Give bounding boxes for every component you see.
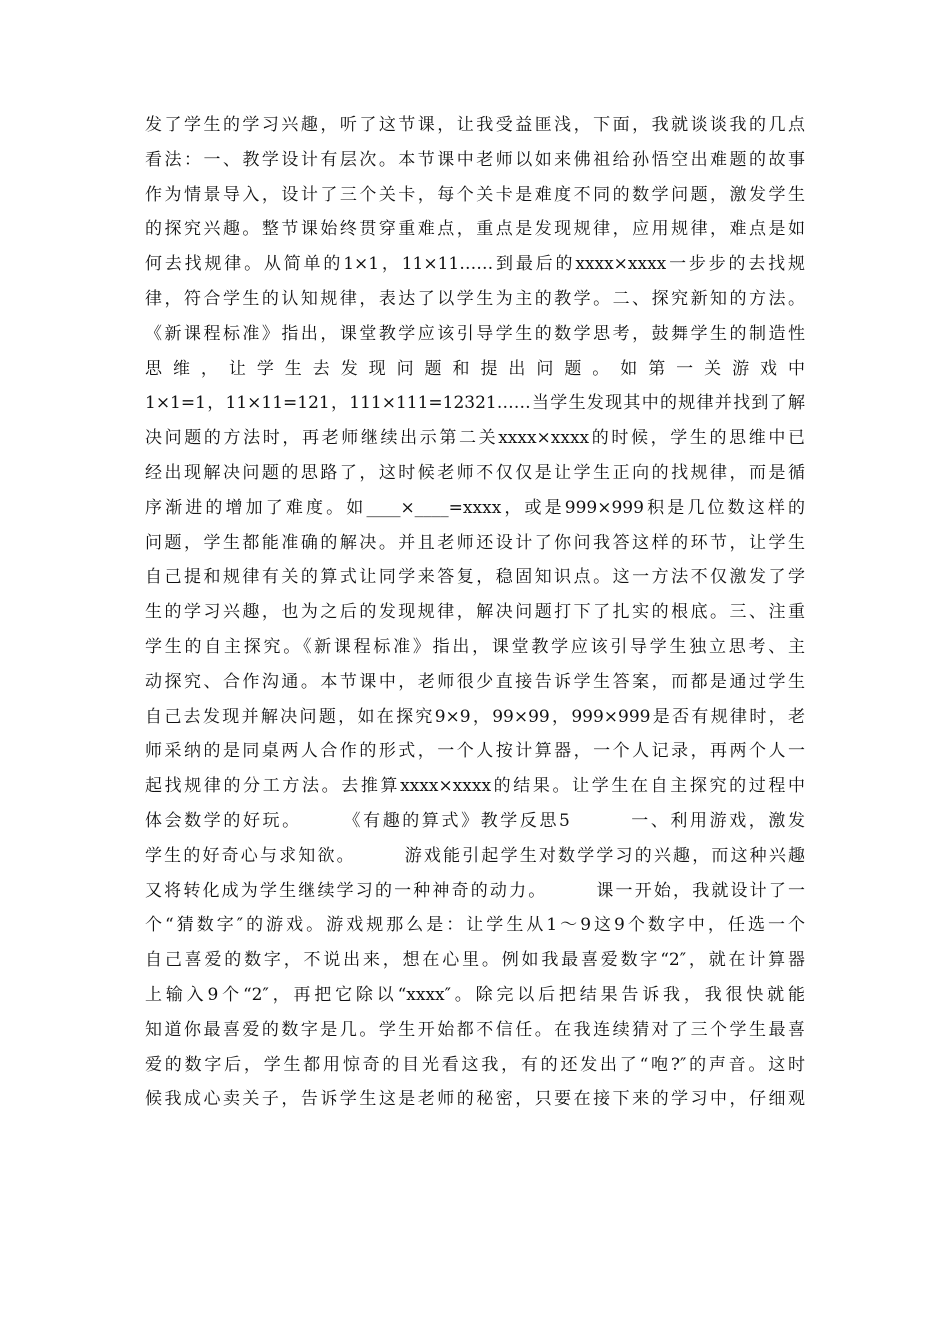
text-line: 《新课程标准》指出，课堂教学应该引导学生的数学思考，鼓舞学生的制造性 [145,323,805,344]
text-line: 看法：一、教学设计有层次。本节课中老师以如来佛祖给孙悟空出难题的故事 [145,149,805,170]
text-line: 又将转化成为学生继续学习的一种神奇的动力。 课一开始，我就设计了一 [145,880,805,901]
text-line: 动探究、合作沟通。本节课中，老师很少直接告诉学生答案，而都是通过学生 [145,671,805,692]
text-line: 1×1=1，11×11=121，111×111=12321……当学生发现其中的规律并找到了解 [145,393,805,414]
text-line: 作为情景导入，设计了三个关卡，每个关卡是难度不同的数学问题，激发学生 [145,184,805,205]
text-line: 学生的自主探究。《新课程标准》指出，课堂教学应该引导学生独立思考、主 [145,636,805,657]
text-line: 何去找规律。从简单的1×1，11×11……到最后的xxxx×xxxx一步步的去找规 [145,254,805,275]
text-line: 生的学习兴趣，也为之后的发现规律，解决问题打下了扎实的根底。三、注重 [145,602,805,623]
text-line: 思 维 ， 让 学 生 去 发 现 问 题 和 提 出 问 题 。 如 第 一 关 游 戏 中 [145,358,805,379]
text-line: 问题，学生都能准确的解决。并且老师还设计了你问我答这样的环节，让学生 [145,532,805,553]
text-line: 的探究兴趣。整节课始终贯穿重难点，重点是发现规律，应用规律，难点是如 [145,219,805,240]
text-line: 自己喜爱的数字，不说出来，想在心里。例如我最喜爱数字“2″，就在计算器 [145,950,805,971]
text-line: 自己去发现并解决问题，如在探究9×9，99×99，999×999是否有规律时，老 [145,706,805,727]
text-line: 师采纳的是同桌两人合作的形式，一个人按计算器，一个人记录，再两个人一 [145,741,805,762]
text-line: 自己提和规律有关的算式让同学来答复，稳固知识点。这一方法不仅激发了学 [145,567,805,588]
text-line: 上输入9个“2″，再把它除以“xxxx″。除完以后把结果告诉我，我很快就能 [145,984,805,1005]
text-line: 候我成心卖关子，告诉学生这是老师的秘密，只要在接下来的学习中，仔细观 [145,1089,805,1110]
text-line: 发了学生的学习兴趣，听了这节课，让我受益匪浅，下面，我就谈谈我的几点 [145,115,805,135]
text-line: 学生的好奇心与求知欲。 游戏能引起学生对数学学习的兴趣，而这种兴趣 [145,845,805,866]
text-line: 决问题的方法时，再老师继续出示第二关xxxx×xxxx的时候，学生的思维中已 [145,428,805,449]
body-text [145,108,805,1117]
text-line: 体会数学的好玩。 《有趣的算式》教学反思5 一、利用游戏，激发 [145,810,805,831]
text-line: 个“猜数字″的游戏。游戏规那么是：让学生从1～9这9个数字中，任选一个 [145,915,805,936]
text-line: 知道你最喜爱的数字是几。学生开始都不信任。在我连续猜对了三个学生最喜 [145,1019,805,1040]
text-line: 起找规律的分工方法。去推算xxxx×xxxx的结果。让学生在自主探究的过程中 [145,776,805,797]
text-line: 爱的数字后，学生都用惊奇的目光看这我，有的还发出了“咆?″的声音。这时 [145,1054,805,1075]
text-line: 律，符合学生的认知规律，表达了以学生为主的教学。二、探究新知的方法。 [145,288,805,309]
text-line: 经出现解决问题的思路了，这时候老师不仅仅是让学生正向的找规律，而是循 [145,462,805,483]
text-line: 序渐进的增加了难度。如____×____=xxxx，或是999×999积是几位数这样的 [145,497,805,518]
